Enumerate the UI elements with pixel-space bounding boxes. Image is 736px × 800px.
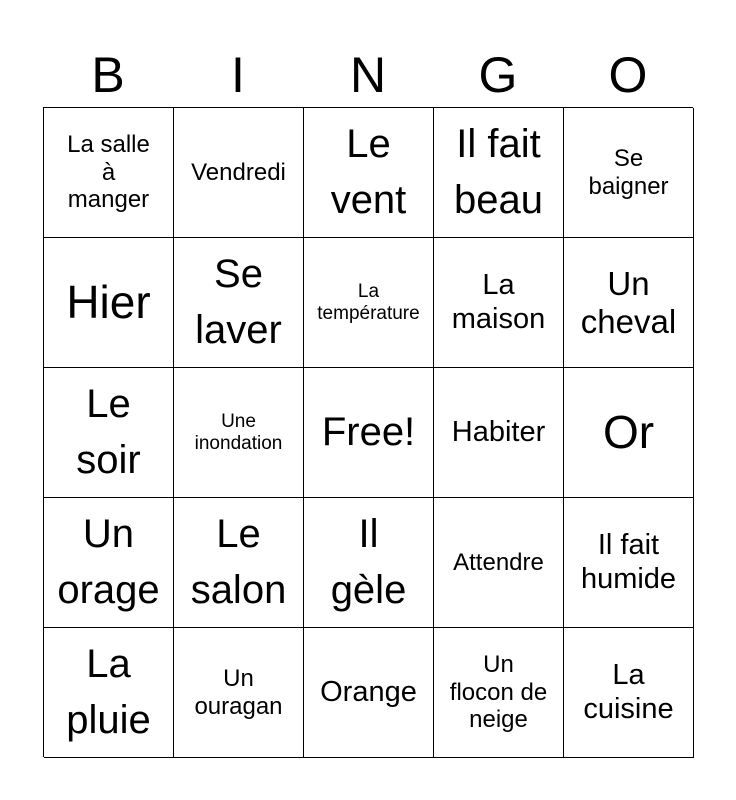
bingo-cell-label: Le salon (190, 512, 287, 612)
bingo-cell-r3-c3[interactable] (304, 368, 434, 498)
bingo-cell-label: Une inondation (194, 410, 283, 454)
bingo-cell-label: Il fait beau (454, 122, 543, 222)
bingo-cell-label: Le soir (76, 382, 141, 482)
bingo-cell-r1-c4[interactable] (434, 108, 564, 238)
bingo-cell-r5-c2[interactable] (174, 628, 304, 758)
bingo-cell-r4-c1[interactable] (44, 498, 174, 628)
bingo-cell-label: La maison (451, 269, 546, 335)
bingo-cell-r1-c3[interactable] (304, 108, 434, 238)
header-letter-n: N (349, 47, 387, 103)
bingo-cell-r3-c1[interactable] (44, 368, 174, 498)
bingo-cell-r1-c5[interactable] (564, 108, 694, 238)
header-letter-g: G (478, 47, 518, 103)
bingo-cell-r5-c4[interactable] (434, 628, 564, 758)
bingo-cell-r4-c4[interactable] (434, 498, 564, 628)
bingo-cell-label: Vendredi (191, 158, 286, 186)
bingo-cell-label: Un orage (57, 512, 160, 612)
bingo-cell-label: Un cheval (580, 264, 677, 340)
header-letter-o: O (608, 47, 648, 103)
bingo-cell-r5-c3[interactable] (304, 628, 434, 758)
bingo-cell-label: Habiter (451, 415, 546, 448)
bingo-cell-label: Il fait humide (580, 529, 677, 595)
bingo-cell-label: La salle à manger (67, 131, 150, 214)
bingo-cell-r1-c2[interactable] (174, 108, 304, 238)
bingo-cell-label: Un ouragan (194, 664, 283, 720)
bingo-cell-label: Le vent (330, 122, 407, 222)
free-space: Free! (321, 409, 416, 454)
bingo-cell-label: Attendre (453, 548, 544, 576)
bingo-cell-r5-c1[interactable] (44, 628, 174, 758)
bingo-cell-r3-c2[interactable] (174, 368, 304, 498)
bingo-cell-label: Or (602, 406, 655, 459)
bingo-cell-r2-c2[interactable] (174, 238, 304, 368)
bingo-cell-label: La température (317, 280, 420, 324)
bingo-cell-r2-c1[interactable] (44, 238, 174, 368)
bingo-cell-label: Se baigner (588, 144, 669, 200)
bingo-cell-label: Se laver (195, 252, 282, 352)
header-letter-i: I (231, 47, 245, 103)
bingo-cell-r4-c2[interactable] (174, 498, 304, 628)
bingo-header (43, 44, 693, 106)
bingo-cell-label: La pluie (66, 642, 151, 742)
bingo-cell-r3-c4[interactable] (434, 368, 564, 498)
bingo-cell-label: Hier (66, 276, 151, 329)
bingo-cell-r4-c5[interactable] (564, 498, 694, 628)
bingo-cell-r3-c5[interactable] (564, 368, 694, 498)
bingo-cell-label: La cuisine (583, 659, 674, 725)
bingo-cell-r4-c3[interactable] (304, 498, 434, 628)
bingo-cell-r2-c5[interactable] (564, 238, 694, 368)
bingo-cell-r1-c1[interactable] (44, 108, 174, 238)
bingo-cell-label: Il gèle (330, 512, 407, 612)
bingo-cell-r5-c5[interactable] (564, 628, 694, 758)
header-letter-b: B (91, 47, 125, 103)
bingo-cell-r2-c3[interactable] (304, 238, 434, 368)
bingo-board (43, 107, 693, 757)
bingo-cell-r2-c4[interactable] (434, 238, 564, 368)
bingo-cell-label: Un flocon de neige (449, 651, 548, 734)
bingo-cell-label: Orange (320, 675, 417, 708)
